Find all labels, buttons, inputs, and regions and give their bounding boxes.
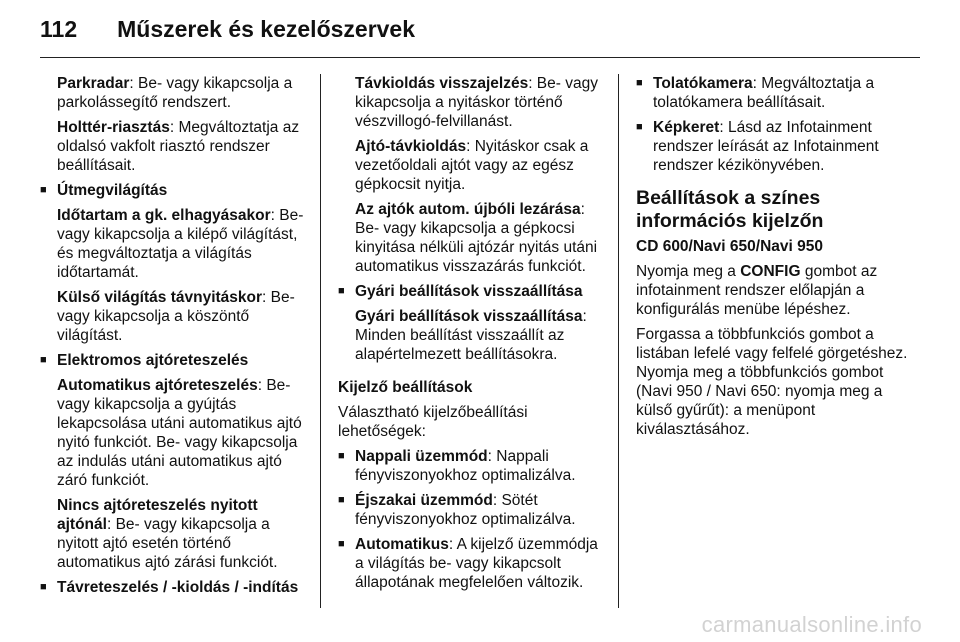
- bullet-icon: ■: [40, 354, 47, 366]
- text: Nyomja meg a: [636, 263, 741, 280]
- bullet-icon: ■: [636, 121, 643, 133]
- column-2: [338, 74, 608, 598]
- term: Holttér-riasztás: [57, 119, 170, 136]
- bullet-nappali: [338, 447, 608, 485]
- text: : Megváltoztatja az oldalsó vakfolt riasztó rendszer beállításait.: [57, 119, 300, 174]
- text: : Be- vagy kikapcsolja a nyitáskor történő vészvillogó-felvillanást.: [355, 75, 598, 130]
- header-rule: [40, 57, 920, 58]
- paragraph-config: [636, 262, 916, 319]
- text: gombot az infotainment rendszer előlapján a konfigurálás menübe lépéshez.: [636, 263, 878, 318]
- paragraph-tavkioldas-visszajelzes: [338, 74, 608, 131]
- spacer: [338, 370, 608, 378]
- bullet-heading: Elektromos ajtóreteszelés: [57, 352, 249, 369]
- text: : Be- vagy kikapcsolja a kilépő világítást, és megváltoztatja a világítás időtartamát.: [57, 207, 304, 281]
- bullet-automatikus: [338, 535, 608, 592]
- bullet-kepkeret: [636, 118, 916, 175]
- bullet-icon: ■: [338, 494, 345, 506]
- bullet-heading: Útmegvilágítás: [57, 182, 168, 199]
- term: Gyári beállítások visszaállítása: [355, 308, 583, 325]
- paragraph-holtter: [40, 118, 308, 175]
- bullet-gyari-beallitasok: [338, 282, 608, 301]
- page-title: Műszerek és kezelőszervek: [117, 16, 416, 42]
- text: : Be- vagy kikapcsolja a parkolássegítő rendszert.: [57, 75, 293, 111]
- term: Távkioldás visszajelzés: [355, 75, 529, 92]
- paragraph-idotartam: [40, 206, 308, 282]
- page-number: 112: [40, 16, 78, 42]
- text: : Lásd az Infotainment rendszer leírását az Infotainment rendszer kézikönyvében.: [653, 119, 879, 174]
- term: Külső világítás távnyitáskor: [57, 289, 263, 306]
- text: : Nyitáskor csak a vezetőoldali ajtót vagy az egész gépkocsit nyitja.: [355, 138, 589, 193]
- bullet-icon: ■: [636, 77, 643, 89]
- section-heading: Beállítások a színes információs kijelzőn: [636, 187, 824, 232]
- term: Tolatókamera: [653, 75, 753, 92]
- text: : Be- vagy kikapcsolja a gyújtás lekapcsolása utáni automatikus ajtó nyitó funkciót. Be- vagy kikapcsolja az indulás utáni automatikus ajtó záró funkciót.: [57, 377, 302, 489]
- watermark: carmanualsonline.info: [701, 612, 922, 637]
- config-keyword: CONFIG: [740, 263, 801, 280]
- text: : Minden beállítást visszaállít az alapértelmezett beállításokra.: [355, 308, 587, 363]
- term: Az ajtók autom. újbóli lezárása: [355, 201, 581, 218]
- column-3: [636, 74, 916, 445]
- text: : Megváltoztatja a tolatókamera beállításait.: [653, 75, 875, 111]
- paragraph-parkradar: [40, 74, 308, 112]
- paragraph-ajto-tavkioldas: [338, 137, 608, 194]
- bullet-elektromos-ajtoreteszeles: [40, 351, 308, 370]
- column-1: [40, 74, 308, 603]
- column-divider-2: [618, 74, 619, 608]
- bullet-icon: ■: [40, 581, 47, 593]
- bullet-icon: ■: [40, 184, 47, 196]
- paragraph-gyari-beallitasok: [338, 307, 608, 364]
- paragraph-nincs-ajtoreteszeles: [40, 496, 308, 572]
- term: Éjszakai üzemmód: [355, 492, 493, 509]
- term: Időtartam a gk. elhagyásakor: [57, 207, 271, 224]
- text: : Nappali fényviszonyokhoz optimalizálva.: [355, 448, 576, 484]
- term: Nincs ajtóreteszelés nyitott ajtónál: [57, 497, 258, 533]
- term: Automatikus ajtóreteszelés: [57, 377, 258, 394]
- term: Képkeret: [653, 119, 720, 136]
- text: : Be- vagy kikapcsolja a nyitott ajtó esetén történő automatikus ajtó zárási funkciót.: [57, 516, 278, 571]
- text: : Be- vagy kikapcsolja a gépkocsi kinyitása nélküli ajtózár nyitás utáni automatikus visszazárás funkciót.: [355, 201, 598, 275]
- bullet-utmegvilagitas: [40, 181, 308, 200]
- bullet-icon: ■: [338, 285, 345, 297]
- term: Nappali üzemmód: [355, 448, 488, 465]
- bullet-heading: Gyári beállítások visszaállítása: [355, 283, 583, 300]
- paragraph-kulso-vilagitas: [40, 288, 308, 345]
- term: Parkradar: [57, 75, 130, 92]
- column-divider-1: [320, 74, 321, 608]
- text: : A kijelző üzemmódja a világítás be- vagy kikapcsolt állapotának megfelelően változik.: [355, 536, 598, 591]
- term: Ajtó-távkioldás: [355, 138, 467, 155]
- page-header: [40, 16, 415, 46]
- text: : Sötét fényviszonyokhoz optimalizálva.: [355, 492, 576, 528]
- bullet-icon: ■: [338, 450, 345, 462]
- paragraph-intro: Választható kijelzőbeállítási lehetőségek:: [338, 404, 528, 440]
- bullet-ejszakai: [338, 491, 608, 529]
- bullet-tolatokamera: [636, 74, 916, 112]
- bullet-tavreteszeles: [40, 578, 308, 597]
- paragraph-automatikus-ajtoreteszeles: [40, 376, 308, 490]
- paragraph-forgassa: Forgassa a többfunkciós gombot a listában lefelé vagy felfelé görgetéshez. Nyomja meg a többfunkciós gombot (Navi 950 / Navi 650: nyomja meg a külső gyűrűt): a menüpont kiválasztásához.: [636, 326, 908, 438]
- term: Automatikus: [355, 536, 449, 553]
- bullet-icon: ■: [338, 538, 345, 550]
- text: : Be- vagy kikapcsolja a köszöntő világítást.: [57, 289, 295, 344]
- bullet-heading: Távreteszelés / -kioldás / -indítás: [57, 579, 299, 596]
- paragraph-ujboli-lezaras: [338, 200, 608, 276]
- subheading-kijelzo-beallitasok: Kijelző beállítások: [338, 379, 473, 396]
- subheading-models: CD 600/Navi 650/Navi 950: [636, 238, 823, 255]
